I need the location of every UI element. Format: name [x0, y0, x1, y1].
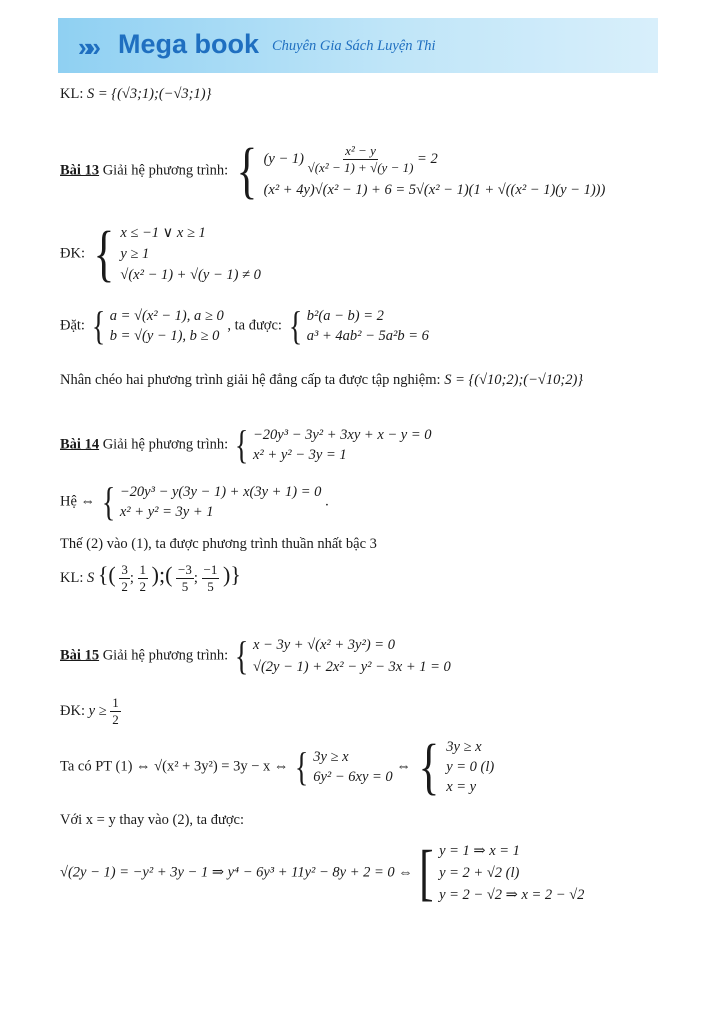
brace-icon: {	[93, 220, 114, 288]
header-banner	[58, 18, 658, 73]
brace-icon: {	[234, 422, 249, 467]
brace-icon: {	[91, 303, 105, 348]
bai15-dk: ĐK: y ≥ $\frac{1}{2}$	[60, 695, 119, 727]
bai13-conclusion: Nhân chéo hai phương trình giải hệ đẳng cấp ta được tập nghiệm: S = {(√10;2);(−√10;2)}	[60, 372, 584, 388]
dk-condition: y ≥ 1	[120, 245, 150, 262]
bai14-he: Hệ ⇔ { −20y³ − y(3y − 1) + x(3y + 1) = 0 x² + y² = 3y + 1 .	[60, 479, 329, 524]
logo-arrows-icon: »»	[78, 32, 95, 62]
bai14-problem: Bài 14 Giải hệ phương trình: { −20y³ − 3y² + 3xy + x − y = 0 x² + y² − 3y = 1	[60, 422, 432, 467]
brace-icon: {	[234, 633, 249, 678]
bai15-final: √(2y − 1) = −y² + 3y − 1 ⇒ y⁴ − 6y³ + 11y² − 8y + 2 = 0 ⇔ [ y = 1 ⇒ x = 1 y = 2 + √2 (l) y = 2 − √2 ⇒ x = 2 − √2	[60, 839, 585, 907]
bai15-problem: Bài 15 Giải hệ phương trình: { x − 3y + √(x² + 3y²) = 0 √(2y − 1) + 2x² − y² − 3x + 1 = 0	[60, 633, 451, 678]
bai15-taco: Ta có PT (1) ⇔ √(x² + 3y²) = 3y − x ⇔ { 3y ≥ x 6y² − 6xy = 0 ⇔ { 3y ≥ x y = 0 (l) x = y	[60, 733, 495, 801]
dk-condition: x ≤ −1 ∨ x ≥ 1	[120, 224, 206, 241]
bai15-title: Bài 15	[60, 647, 100, 664]
bai13-system	[232, 137, 606, 205]
bai14-kl: KL: S {( $\frac{3}{2}$ ; $\frac{1}{2}$ );( $\frac{-3}{5}$ ; $\frac{-1}{5}$ )}	[60, 562, 241, 595]
bai13-title: Bài 13	[60, 162, 100, 179]
logo-text: Mega book	[118, 29, 260, 59]
bai13-prompt: Giải hệ phương trình:	[102, 162, 229, 179]
bai14-title: Bài 14	[60, 436, 100, 453]
kl-line-1	[60, 86, 211, 103]
bai13-solution: S = {(√10;2);(−√10;2)}	[444, 372, 584, 388]
bai15-voi: Với x = y thay vào (2), ta được:	[60, 812, 244, 828]
bai13-eq1: (y − 1) $\frac{\text{x² − y}}{\text{√(x² − 1) + √(y − 1)}}$ = 2	[263, 143, 438, 175]
logo-slogan: Chuyên Gia Sách Luyện Thi	[272, 38, 436, 54]
bai13-eq2: (x² + 4y)√(x² − 1) + 6 = 5√(x² − 1)(1 + √((x² − 1)(y − 1)))	[263, 182, 606, 198]
bai13-dat: Đặt: { a = √(x² − 1), a ≥ 0 b = √(y − 1), b ≥ 0 , ta được: { b²(a − b) = 2 a³ + 4ab² − 5a²b = 6	[60, 303, 429, 348]
bai14-the-line: Thế (2) vào (1), ta được phương trình thuần nhất bậc 3	[60, 536, 377, 552]
brace-icon: {	[288, 303, 302, 348]
brace-icon: {	[418, 733, 440, 801]
brace-icon: {	[294, 744, 309, 789]
bai13-problem	[60, 137, 606, 205]
dk-condition: √(x² − 1) + √(y − 1) ≠ 0	[120, 266, 261, 283]
kl-label: KL:	[60, 86, 84, 102]
kl-formula: S = {(√3;1);(−√3;1)}	[86, 86, 212, 102]
brace-icon: {	[236, 137, 258, 205]
brace-icon: {	[101, 479, 115, 524]
bai13-dk: ĐK: { x ≤ −1 ∨ x ≥ 1 y ≥ 1 √(x² − 1) + √(y − 1) ≠ 0	[60, 220, 261, 288]
bracket-icon: [	[419, 839, 434, 907]
